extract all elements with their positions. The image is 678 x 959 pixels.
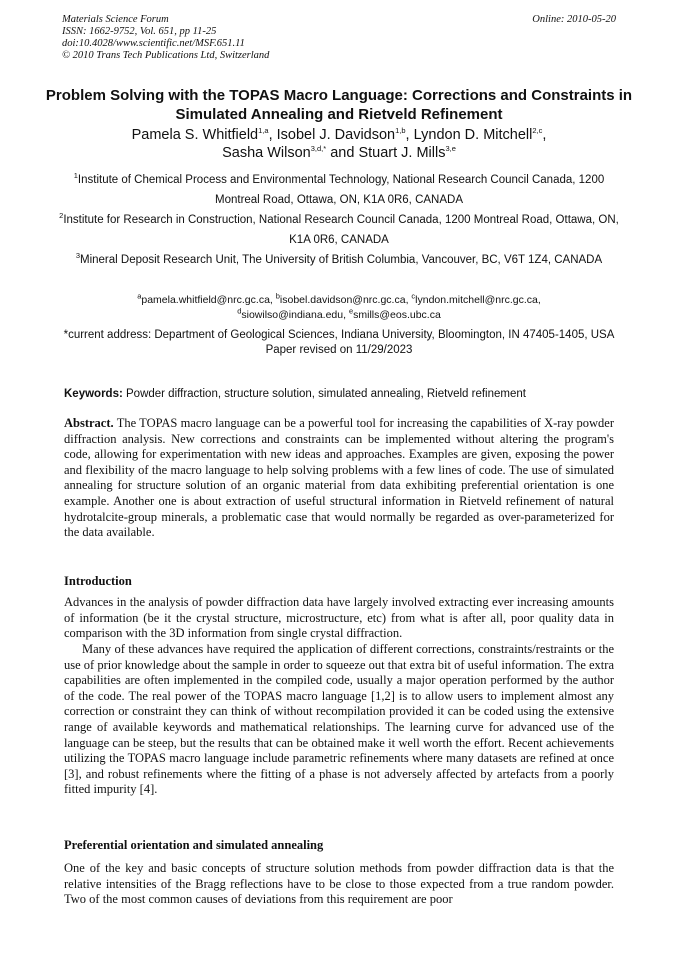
author-sup: 3,e xyxy=(445,144,456,154)
author-name: Lyndon D. Mitchell xyxy=(413,127,533,143)
current-address-block xyxy=(50,328,628,357)
current-address: *current address: Department of Geological Sciences, Indiana University, Bloomington, IN 47405-1405, USA xyxy=(63,329,615,341)
abstract-text: The TOPAS macro language can be a powerful tool for increasing the capabilities of X-ray powder diffraction analysis. New corrections and constraints can be implemented without altering the program's code, allowing for experimentation with new ideas and approaches. Examples are given, exposing the power and flexibility of the macro language to help solving problems with a few lines of code. The use of simulated annealing for structure solution of an organic material from data exhibiting preferential orientation is one example. Another one is about extraction of useful structural information in Rietveld refinement of natural hydrotalcite-group minerals, a problematic case that would normally be regarded as over-parameterized for the data available. xyxy=(64,416,614,540)
author-name: Stuart J. Mills xyxy=(358,145,446,161)
pref-paragraph-1: One of the key and basic concepts of structure solution methods from powder diffraction data is that the relative intensities of the Bragg reflections have to be close to those expected from a true random powder. Two of the most common causes of deviations from this requirement are poor xyxy=(64,861,614,907)
email-e[interactable]: smills@eos.ubc.ca xyxy=(353,308,441,321)
keywords-text: Powder diffraction, structure solution, simulated annealing, Rietveld refinement xyxy=(126,388,526,400)
heading-introduction: Introduction xyxy=(64,574,132,588)
keywords-label: Keywords: xyxy=(64,388,123,400)
copyright-line: © 2010 Trans Tech Publications Ltd, Switzerland xyxy=(62,50,270,61)
affiliation-2: $^2$Institute for Research in Construction, National Research Council Canada, 1200 Montreal Road, Ottawa, ON, K1A 0R6, CANADA xyxy=(59,211,619,246)
author-sup: 2,c xyxy=(532,126,543,136)
abstract-label: Abstract. xyxy=(64,416,114,430)
author-list: Pamela S. Whitfield$^{1,a}$, Isobel J. Davidson$^{1,b}$, Lyndon D. Mitchell$^{2,c}$, Sasha Wilson$^{3,d,*}$ and Stuart J. Mills$^{3,e}$ xyxy=(131,126,547,161)
journal-header xyxy=(62,14,616,62)
author-sup: 1,b xyxy=(395,126,406,136)
journal-name: Materials Science Forum xyxy=(62,14,169,25)
email-b[interactable]: isobel.davidson@nrc.gc.ca, xyxy=(279,294,409,306)
affiliation-1: $^1$Institute of Chemical Process and Environmental Technology, National Research Council Canada, 1200 Montreal Road, Ottawa, ON, K1A 0R6, CANADA xyxy=(73,171,605,206)
intro-paragraph-1: Advances in the analysis of powder diffraction data have largely involved extracting ever increasing amounts of information (be it the crystal structure, microstructure, etc) from what is after all, poor quality data in comparison with the 3D information from single crystal diffraction. xyxy=(64,595,614,641)
intro-paragraph-2: Many of these advances have required the application of different corrections, constraints/restraints or the use of prior knowledge about the sample in order to squeeze out that extra bit of useful information. The extra capabilities are often implemented in the compiled code, usually a major operation performed by the author of the code. The real power of the TOPAS macro language [1,2] is to allow users to implement almost any correction or constraint they can think of without recompilation provided it can be coded using the extensive range of available keywords and mathematical relationships. The learning curve for advanced use of the language can be steep, but the results that can be obtained make it well worth the effort. Recent achievements utilizing the TOPAS macro language include parametric refinements where many datasets are refined at once [3], and robust refinements where the fitting of a phase is not adversely affected by artefacts from a poorly fitted impurity [4]. xyxy=(64,642,614,797)
author-name: Sasha Wilson xyxy=(222,145,311,161)
online-date: Online: 2010-05-20 xyxy=(532,14,616,25)
keywords xyxy=(64,387,614,401)
author-sup: 3,d,* xyxy=(310,144,327,154)
paper-title: Problem Solving with the TOPAS Macro Language: Corrections and Constraints in Simulated Annealing and Rietveld Refinement xyxy=(45,87,633,123)
author-name: Pamela S. Whitfield xyxy=(131,127,259,143)
revision-date: Paper revised on 11/29/2023 xyxy=(265,343,413,356)
affiliation-3: $^3$Mineral Deposit Research Unit, The University of British Columbia, Vancouver, BC, V6T 1Z4, CANADA xyxy=(75,251,603,266)
author-name: Isobel J. Davidson xyxy=(276,127,396,143)
heading-preferential-orientation: Preferential orientation and simulated annealing xyxy=(64,838,324,852)
doi-line[interactable]: doi:10.4028/www.scientific.net/MSF.651.11 xyxy=(62,38,245,49)
email-c[interactable]: lyndon.mitchell@nrc.gc.ca, xyxy=(415,294,541,306)
email-a[interactable]: pamela.whitfield@nrc.gc.ca, xyxy=(141,294,273,306)
author-sup: 1,a xyxy=(258,126,269,136)
email-d[interactable]: siowilso@indiana.edu, xyxy=(241,308,347,321)
issn-line: ISSN: 1662-9752, Vol. 651, pp 11-25 xyxy=(62,26,217,37)
email-list: $^a$pamela.whitfield@nrc.gc.ca, $^b$isobel.davidson@nrc.gc.ca, $^c$lyndon.mitchell@nrc.gc.ca, $^d$siowilso@indiana.edu, $^e$smills@eos.ubc.ca xyxy=(137,291,541,321)
abstract xyxy=(64,416,614,541)
